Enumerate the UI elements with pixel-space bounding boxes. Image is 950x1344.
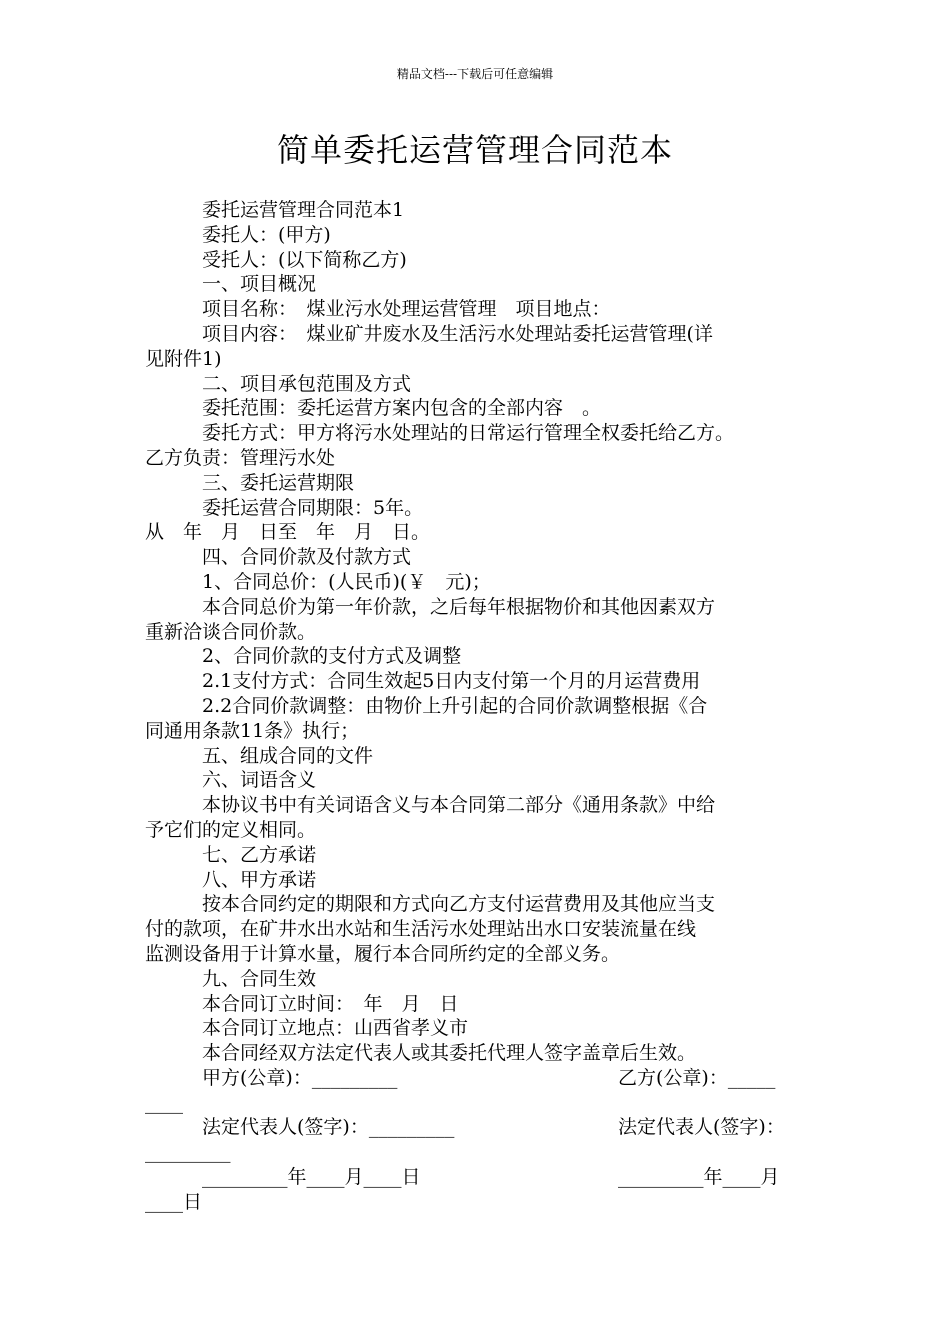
price-note-line: 本合同总价为第一年价款，之后每年根据物价和其他因素双方 — [202, 595, 716, 618]
section-heading-5: 五、组成合同的文件 — [202, 744, 374, 767]
section-heading-8: 八、甲方承诺 — [202, 868, 317, 891]
rep-a-signature: 法定代表人(签字)：_________ — [202, 1116, 455, 1139]
price-adjust-line: 2.2合同价款调整：由物价上升引起的合同价款调整根据《合 — [202, 694, 708, 717]
section-heading-6: 六、词语含义 — [202, 769, 317, 792]
party-a-commitment-line: 按本合同约定的期限和方式向乙方支付运营费用及其他应当支 — [202, 893, 716, 916]
party-b-seal-cont: ____ — [145, 1091, 183, 1114]
party-a-commitment-cont-2: 监测设备用于计算水量，履行本合同所约定的全部义务。 — [145, 942, 621, 965]
rep-b-cont: _________ — [145, 1141, 231, 1164]
payment-method-line: 2.1支付方式：合同生效起5日内支付第一个月的月运营费用 — [202, 670, 701, 693]
contract-body — [145, 198, 815, 1215]
definitions-line: 本协议书中有关词语含义与本合同第二部分《通用条款》中给 — [202, 794, 716, 817]
total-price-line: 1、合同总价：(人民币)(￥ 元)； — [202, 570, 491, 593]
payment-heading: 2、合同价款的支付方式及调整 — [202, 645, 462, 668]
method-cont: 乙方负责：管理污水处 — [145, 446, 336, 469]
document-title: 简单委托运营管理合同范本 — [276, 131, 673, 169]
party-a-commitment-cont-1: 付的款项，在矿井水出水站和生活污水处理站出水口安装流量在线 — [145, 918, 697, 941]
price-adjust-cont: 同通用条款11条》执行； — [145, 719, 360, 742]
definitions-cont: 予它们的定义相同。 — [145, 818, 317, 841]
signing-time-line: 本合同订立时间： 年 月 日 — [202, 992, 459, 1015]
section-heading-9: 九、合同生效 — [202, 967, 317, 990]
principal-line: 委托人：(甲方) — [202, 223, 331, 246]
section-heading-2: 二、项目承包范围及方式 — [202, 372, 412, 395]
section-heading-7: 七、乙方承诺 — [202, 843, 317, 866]
seal-row — [145, 1066, 815, 1091]
date-b: _________年____月 — [618, 1166, 780, 1189]
project-content-cont: 见附件1) — [145, 347, 222, 370]
party-a-seal: 甲方(公章)：_________ — [202, 1066, 398, 1089]
signing-place-line: 本合同订立地点：山西省孝义市 — [202, 1017, 469, 1040]
date-row — [145, 1165, 815, 1190]
section-heading-3: 三、委托运营期限 — [202, 471, 355, 494]
section-heading-1: 一、项目概况 — [202, 273, 317, 296]
subtitle-line: 委托运营管理合同范本1 — [202, 199, 405, 221]
effective-line: 本合同经双方法定代表人或其委托代理人签字盖章后生效。 — [202, 1042, 697, 1065]
project-content-line: 项目内容： 煤业矿井废水及生活污水处理站委托运营管理(详 — [202, 322, 713, 345]
rep-b-signature: 法定代表人(签字)： — [618, 1116, 785, 1139]
method-line: 委托方式：甲方将污水处理站的日常运行管理全权委托给乙方。 — [202, 422, 735, 445]
project-name-line: 项目名称： 煤业污水处理运营管理 项目地点： — [202, 298, 611, 321]
price-note-cont: 重新洽谈合同价款。 — [145, 620, 317, 643]
trustee-line: 受托人：(以下简称乙方) — [202, 248, 407, 271]
rep-row — [145, 1115, 815, 1140]
date-b-cont: ____日 — [145, 1190, 203, 1213]
section-heading-4: 四、合同价款及付款方式 — [202, 546, 412, 569]
page-header: 精品文档---下载后可任意编辑 — [396, 67, 554, 81]
term-line: 委托运营合同期限：5年。 — [202, 496, 424, 519]
scope-line: 委托范围：委托运营方案内包含的全部内容 。 — [202, 397, 602, 420]
party-b-seal: 乙方(公章)：_____ — [618, 1066, 776, 1089]
date-a: _________年____月____日 — [202, 1166, 421, 1189]
term-dates-line: 从 年 月 日至 年 月 日。 — [145, 521, 431, 544]
